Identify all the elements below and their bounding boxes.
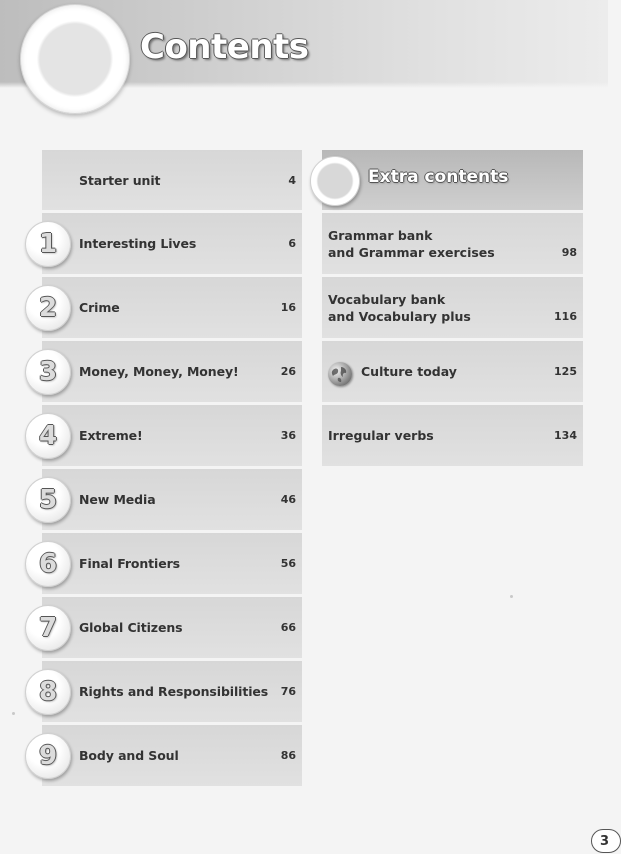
extra-contents-title: Extra contents	[368, 167, 509, 187]
extra-row-vocabulary[interactable]	[322, 277, 583, 338]
unit-row-6[interactable]	[38, 533, 302, 594]
unit-label: Money, Money, Money!	[79, 364, 239, 379]
unit-row-1[interactable]	[38, 213, 302, 274]
unit-page: 26	[280, 365, 296, 378]
extra-label	[328, 213, 495, 274]
unit-number-badge: 4	[25, 413, 71, 459]
unit-number-badge: 7	[25, 605, 71, 651]
unit-page: 4	[288, 173, 296, 187]
header-circle-decoration	[20, 4, 130, 114]
extra-page: 116	[554, 310, 577, 323]
unit-label: Extreme!	[79, 428, 143, 443]
extra-row-culture[interactable]	[322, 341, 583, 402]
unit-label: Starter unit	[79, 172, 161, 188]
unit-number-badge: 2	[25, 285, 71, 331]
unit-label: Interesting Lives	[79, 236, 197, 251]
page-title: Contents	[140, 27, 309, 67]
unit-label: Body and Soul	[79, 748, 179, 763]
extra-label-line1: Grammar bank	[328, 227, 433, 243]
unit-page: 56	[280, 557, 296, 570]
unit-number-badge: 6	[25, 541, 71, 587]
unit-label: Crime	[79, 300, 120, 315]
extra-label-line2: and Grammar exercises	[328, 244, 495, 260]
unit-number-badge: 3	[25, 349, 71, 395]
unit-page: 46	[280, 493, 296, 506]
unit-page: 36	[280, 429, 296, 442]
unit-page: 86	[280, 749, 296, 762]
extra-page: 98	[561, 246, 577, 259]
extra-row-irregular-verbs[interactable]	[322, 405, 583, 466]
unit-row-2[interactable]	[38, 277, 302, 338]
extra-label: Culture today	[361, 364, 457, 379]
print-speck	[12, 712, 15, 715]
unit-page: 6	[288, 237, 296, 250]
extra-contents-header	[322, 150, 583, 210]
unit-number-badge: 1	[25, 221, 71, 267]
extra-page: 134	[554, 429, 577, 442]
unit-number-badge: 9	[25, 733, 71, 779]
extra-label-line1: Vocabulary bank	[328, 291, 446, 307]
extra-circle-decoration	[310, 156, 360, 206]
extra-label: Irregular verbs	[328, 428, 434, 443]
unit-row-3[interactable]	[38, 341, 302, 402]
unit-label: New Media	[79, 492, 156, 507]
unit-row-5[interactable]	[38, 469, 302, 530]
extra-row-grammar[interactable]	[322, 213, 583, 274]
globe-icon	[328, 362, 352, 386]
extra-label-line2: and Vocabulary plus	[328, 308, 471, 324]
unit-number-badge: 8	[25, 669, 71, 715]
unit-page: 76	[280, 685, 296, 698]
units-list	[38, 150, 302, 789]
unit-row-starter[interactable]	[42, 150, 302, 210]
unit-row-4[interactable]	[38, 405, 302, 466]
print-speck	[510, 595, 513, 598]
unit-page: 66	[280, 621, 296, 634]
page-number: 3	[591, 829, 621, 853]
unit-label: Rights and Responsibilities	[79, 684, 269, 699]
unit-page: 16	[280, 301, 296, 314]
extra-page: 125	[554, 365, 577, 378]
unit-label: Global Citizens	[79, 620, 183, 635]
unit-row-7[interactable]	[38, 597, 302, 658]
extra-contents-list	[322, 150, 583, 469]
unit-row-9[interactable]	[38, 725, 302, 786]
unit-row-8[interactable]	[38, 661, 302, 722]
unit-label: Final Frontiers	[79, 556, 181, 571]
unit-number-badge: 5	[25, 477, 71, 523]
extra-label	[328, 277, 471, 338]
